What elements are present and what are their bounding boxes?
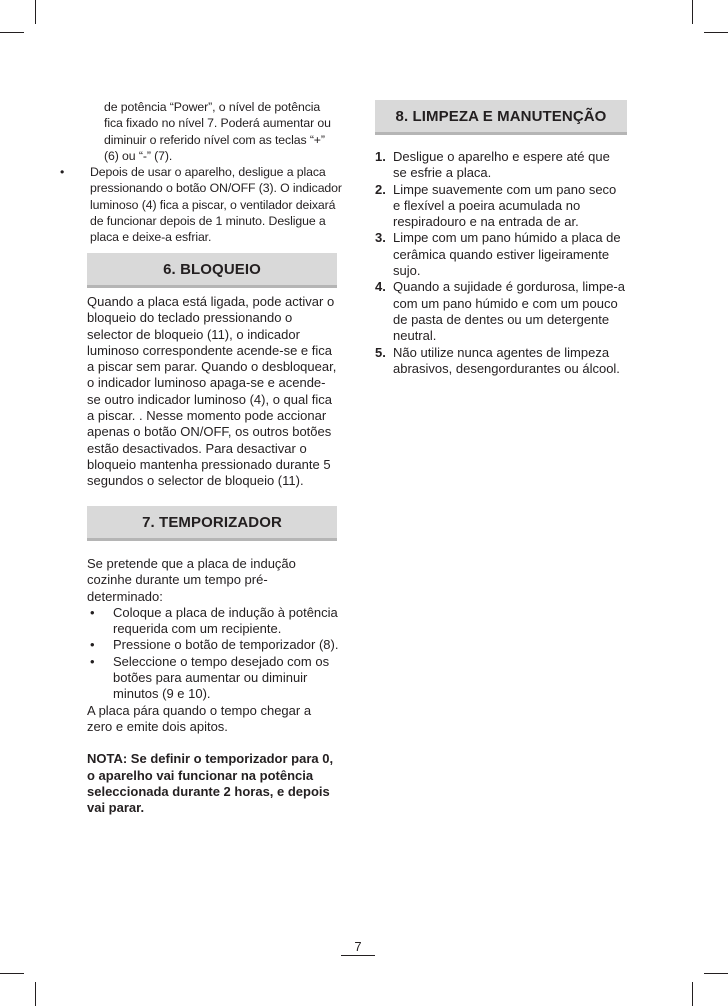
continued-text xyxy=(87,99,344,164)
limpeza-list xyxy=(375,149,627,377)
text-line: diminuir o referido nível com as teclas “+” xyxy=(104,132,325,147)
section-heading-temporizador xyxy=(87,506,337,541)
section-title: 7. TEMPORIZADOR xyxy=(142,513,282,531)
paragraph: A placa pára quando o tempo chegar a zero e emite dois apitos. xyxy=(87,702,312,734)
list-item xyxy=(375,149,627,182)
item-number: 4. xyxy=(375,279,386,295)
paragraph: Se pretende que a placa de indução cozinhe durante um tempo pré-determinado: xyxy=(87,556,296,604)
bullet-glyph: • xyxy=(90,637,95,653)
section-title: 8. LIMPEZA E MANUTENÇÃO xyxy=(395,107,607,125)
text-line: fica fixado no nível 7. Poderá aumentar ou xyxy=(104,116,331,131)
item-text: Desligue o aparelho e espere até que se esfrie a placa. xyxy=(393,149,610,181)
item-text: Quando a sujidade é gordurosa, limpe-a com um pano húmido e com um pouco de pasta de dentes ou um detergente neutral. xyxy=(393,279,625,344)
bloqueio-text xyxy=(87,294,339,490)
list-item xyxy=(375,230,627,279)
list-item xyxy=(87,605,339,638)
section-title: 6. BLOQUEIO xyxy=(163,260,261,278)
bullet-text: Pressione o botão de temporizador (8). xyxy=(113,637,339,653)
bullet-glyph: • xyxy=(90,604,95,620)
note-paragraph: NOTA: Se definir o temporizador para 0, o aparelho vai funcionar na potência seleccionada durante 2 horas, e depois vai parar. xyxy=(87,751,334,816)
crop-mark xyxy=(0,32,24,33)
section-heading-bloqueio xyxy=(87,253,337,288)
crop-mark xyxy=(35,982,36,1006)
bullet-text: Seleccione o tempo desejado com os botões para aumentar ou diminuir minutos (9 e 10). xyxy=(113,653,330,702)
crop-mark xyxy=(692,982,693,1006)
section-heading-limpeza xyxy=(375,100,627,135)
item-number: 1. xyxy=(375,149,386,164)
item-number: 3. xyxy=(375,230,386,246)
page-number: 7 xyxy=(341,939,375,956)
bullet-text: Coloque a placa de indução à potência requerida com um recipiente. xyxy=(113,604,338,637)
bullet-glyph: • xyxy=(60,165,65,179)
crop-mark xyxy=(704,32,728,33)
list-item xyxy=(87,654,339,703)
list-item xyxy=(87,637,339,653)
after-use-bullet xyxy=(60,164,342,245)
bullet-text: Depois de usar o aparelho, desligue a placa pressionando o botão ON/OFF (3). O indicador luminoso (4) fica a piscar, o ventilador deixará de funcionar depois de 1 minuto. Desligue a placa e deixe-a esfriar. xyxy=(90,165,342,245)
paragraph: Quando a placa está ligada, pode activar o bloqueio do teclado pressionando o selector de bloqueio (11), o indicador luminoso correspondente acende-se e fica a piscar sem parar. Quando o desbloquear, o indicador luminoso apaga-se e acende-se outro indicador luminoso (4), o qual fica a piscar. . Nesse momento pode accionar apenas o botão ON/OFF, os outros botões estão desactivados. Para desactivar o bloqueio mantenha pressionado durante 5 segundos o selector de bloqueio (11). xyxy=(87,294,337,489)
text-line: de potência “Power”, o nível de potência xyxy=(104,100,321,114)
list-item xyxy=(375,279,627,344)
item-text: Limpe suavemente com um pano seco e flexível a poeira acumulada no respiradouro e na entrada de ar. xyxy=(393,181,617,230)
item-number: 2. xyxy=(375,181,386,197)
bullet-glyph: • xyxy=(90,653,95,669)
list-item xyxy=(375,345,627,378)
item-text: Não utilize nunca agentes de limpeza abrasivos, desengordurantes ou álcool. xyxy=(393,344,620,376)
crop-mark xyxy=(692,0,693,24)
item-number: 5. xyxy=(375,344,386,360)
crop-mark xyxy=(0,973,24,974)
list-item xyxy=(375,182,627,231)
text-line: (6) ou “-” (7). xyxy=(104,148,173,163)
temporizador-body xyxy=(87,556,339,816)
crop-mark xyxy=(704,973,728,974)
item-text: Limpe com um pano húmido a placa de cerâmica quando estiver ligeiramente sujo. xyxy=(393,230,621,279)
crop-mark xyxy=(35,0,36,24)
